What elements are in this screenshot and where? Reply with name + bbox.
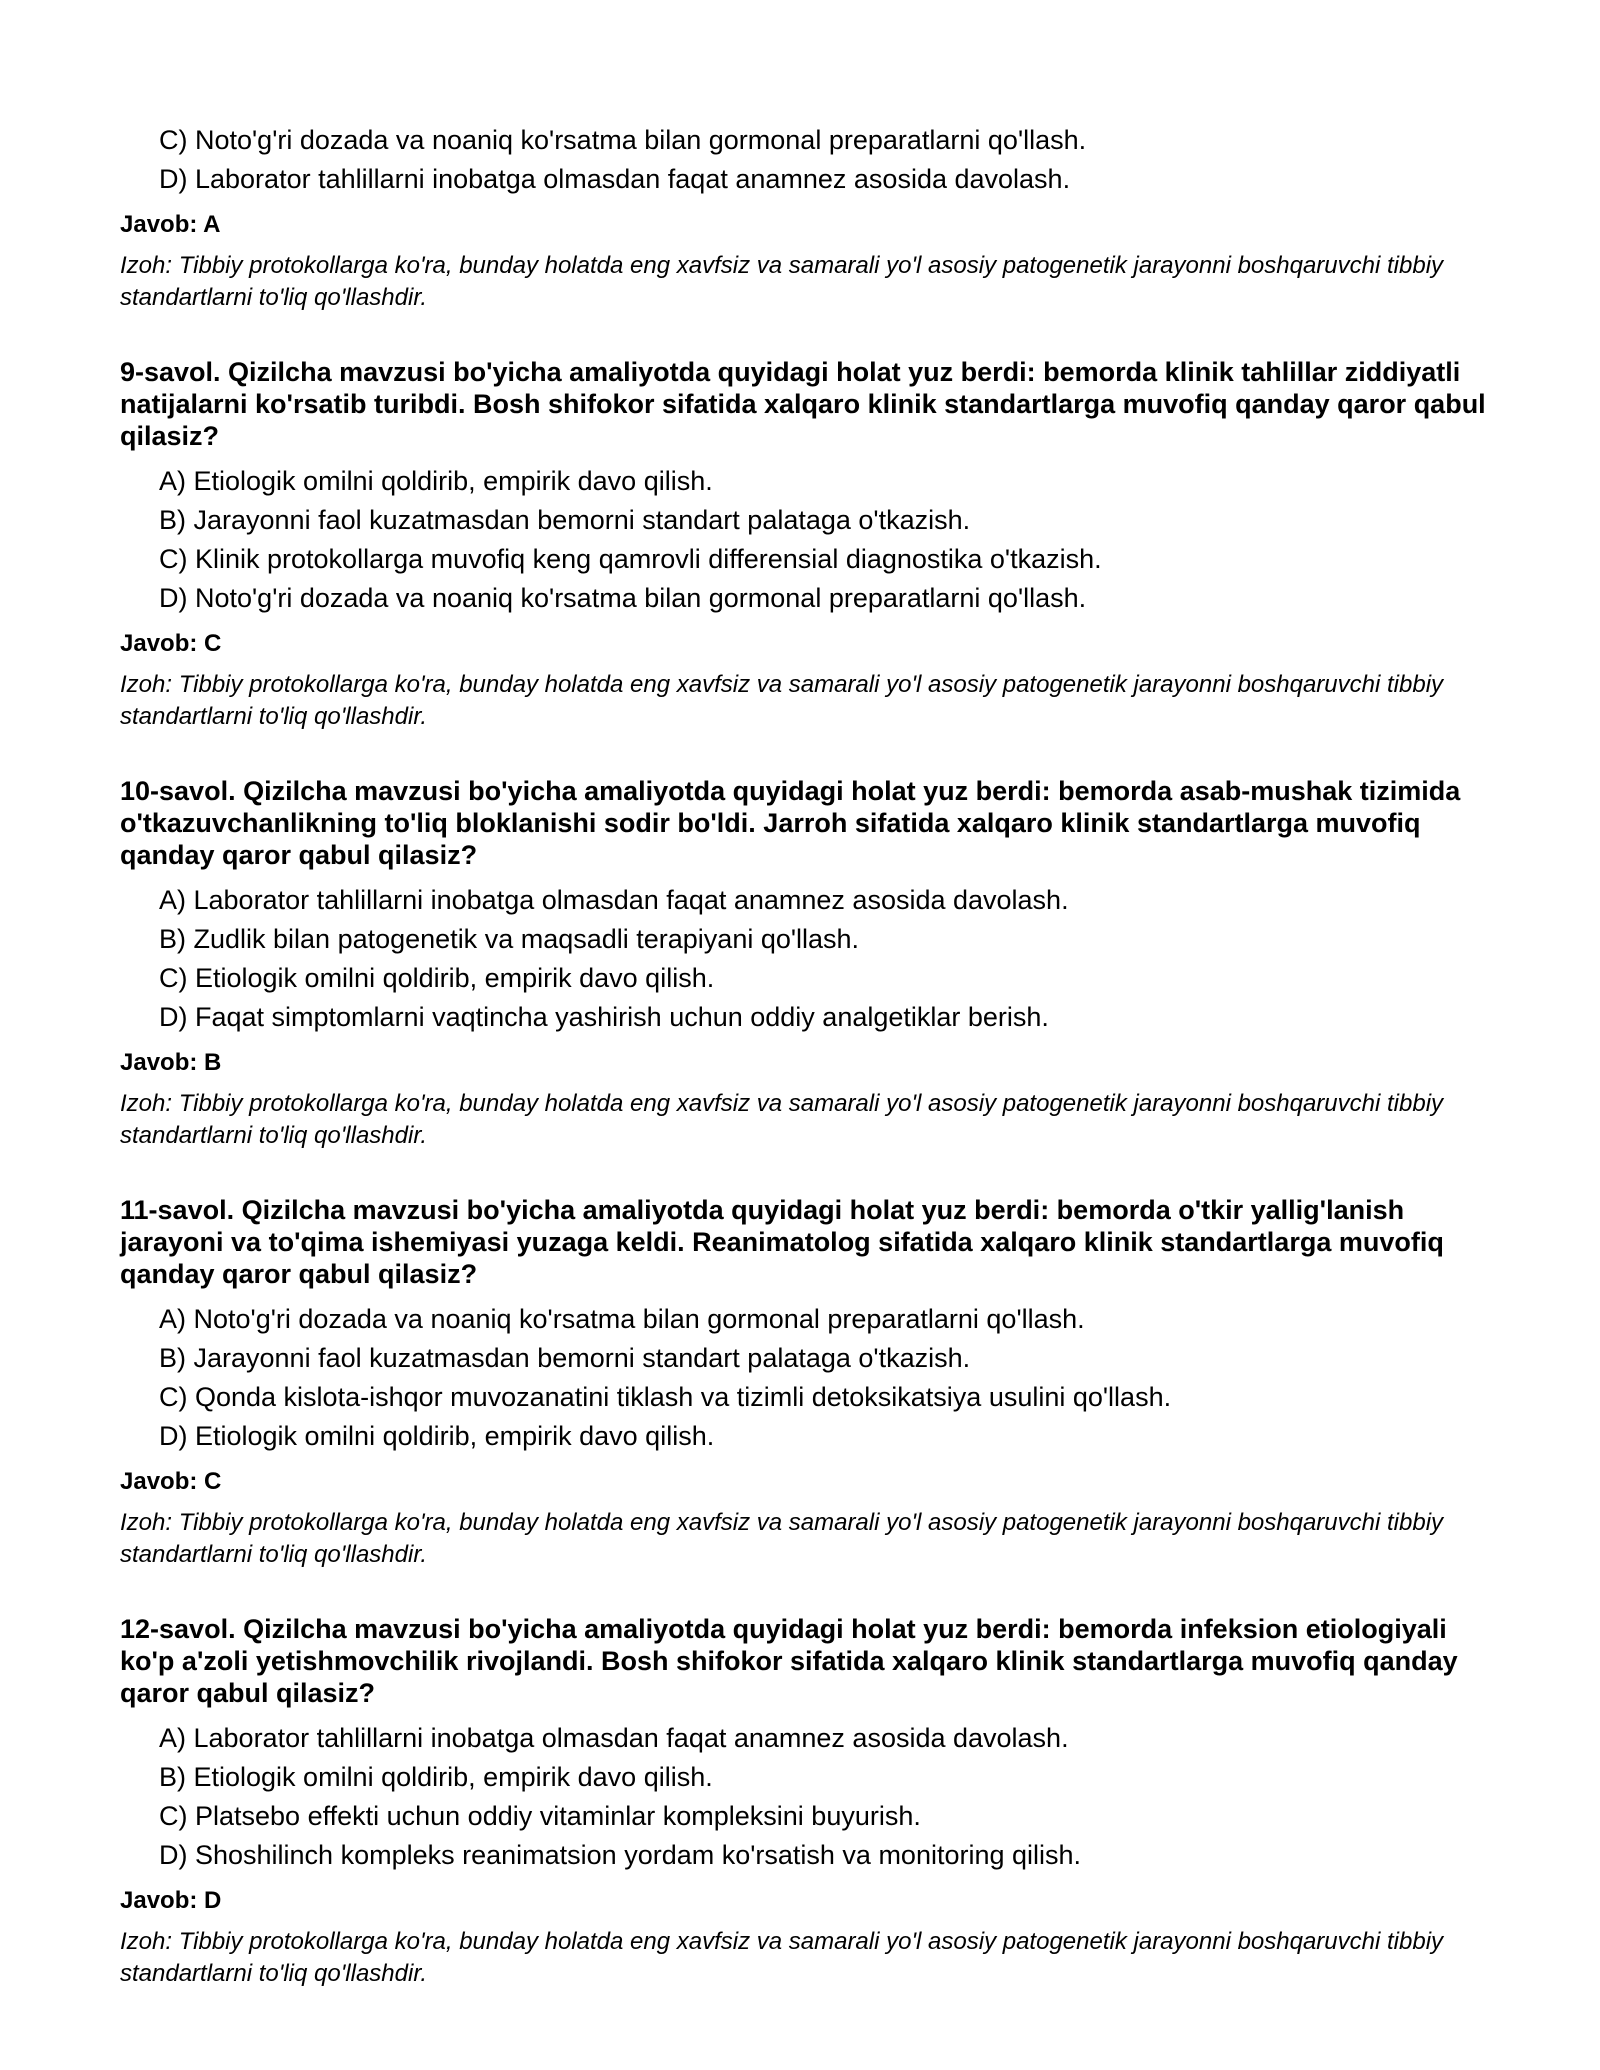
option-d: D) Faqat simptomlarni vaqtincha yashirish uchun oddiy analgetiklar berish. [159, 1002, 1049, 1032]
answer-label: Javob: D [120, 1887, 222, 1914]
option-c: C) Platsebo effekti uchun oddiy vitaminlar kompleksini buyurish. [159, 1801, 921, 1831]
option-a: A) Etiologik omilni qoldirib, empirik davo qilish. [159, 466, 713, 496]
question-12 [120, 1613, 1500, 1990]
option-a: A) Laborator tahlillarni inobatga olmasdan faqat anamnez asosida davolash. [159, 1723, 1069, 1753]
question-9 [120, 356, 1500, 733]
question-text: 11-savol. Qizilcha mavzusi bo'yicha amaliyotda quyidagi holat yuz berdi: bemorda o'tkir yallig'lanish jarayoni va to'qima ishemiyasi yuzaga keldi. Reanimatolog sifatida xalqaro klinik standartlarga muvofiq qanday qaror qabul qilasiz? [120, 1195, 1444, 1289]
answer-label: Javob: C [120, 630, 222, 657]
option-a: A) Laborator tahlillarni inobatga olmasdan faqat anamnez asosida davolash. [159, 885, 1069, 915]
question-11 [120, 1194, 1500, 1571]
option-b: B) Etiologik omilni qoldirib, empirik davo qilish. [159, 1762, 713, 1792]
options-list [120, 462, 1500, 618]
question-text: 12-savol. Qizilcha mavzusi bo'yicha amaliyotda quyidagi holat yuz berdi: bemorda infeksion etiologiyali ko'p a'zoli yetishmovchilik rivojlandi. Bosh shifokor sifatida xalqaro klinik standartlarga muvofiq qanday qaror qabul qilasiz? [120, 1614, 1458, 1708]
option-b: B) Jarayonni faol kuzatmasdan bemorni standart palataga o'tkazish. [159, 1343, 971, 1373]
option-c: C) Noto'g'ri dozada va noaniq ko'rsatma bilan gormonal preparatlarni qo'llash. [159, 125, 1087, 155]
document-page [120, 121, 1500, 1990]
explanation-note: Izoh: Tibbiy protokollarga ko'ra, bunday holatda eng xavfsiz va samarali yo'l asosiy patogenetik jarayonni boshqaruvchi tibbiy standartlarni to'liq qo'llashdir. [120, 252, 1444, 311]
question-text: 10-savol. Qizilcha mavzusi bo'yicha amaliyotda quyidagi holat yuz berdi: bemorda asab-mushak tizimida o'tkazuvchanlikning to'liq bloklanishi sodir bo'ldi. Jarroh sifatida xalqaro klinik standartlarga muvofiq qanday qaror qabul qilasiz? [120, 776, 1461, 870]
option-c: C) Etiologik omilni qoldirib, empirik davo qilish. [159, 963, 715, 993]
question-8-continued [120, 121, 1500, 314]
option-a: A) Noto'g'ri dozada va noaniq ko'rsatma bilan gormonal preparatlarni qo'llash. [159, 1304, 1085, 1334]
explanation-note: Izoh: Tibbiy protokollarga ko'ra, bunday holatda eng xavfsiz va samarali yo'l asosiy patogenetik jarayonni boshqaruvchi tibbiy standartlarni to'liq qo'llashdir. [120, 1090, 1444, 1149]
question-10 [120, 775, 1500, 1152]
options-list [120, 881, 1500, 1037]
option-c: C) Klinik protokollarga muvofiq keng qamrovli differensial diagnostika o'tkazish. [159, 544, 1102, 574]
option-d: D) Shoshilinch kompleks reanimatsion yordam ko'rsatish va monitoring qilish. [159, 1840, 1082, 1870]
question-text: 9-savol. Qizilcha mavzusi bo'yicha amaliyotda quyidagi holat yuz berdi: bemorda klinik tahlillar ziddiyatli natijalarni ko'rsatib turibdi. Bosh shifokor sifatida xalqaro klinik standartlarga muvofiq qanday qaror qabul qilasiz? [120, 357, 1486, 451]
option-d: D) Noto'g'ri dozada va noaniq ko'rsatma bilan gormonal preparatlarni qo'llash. [159, 583, 1087, 613]
options-list [120, 121, 1500, 199]
options-list [120, 1719, 1500, 1875]
options-list [120, 1300, 1500, 1456]
answer-label: Javob: A [120, 211, 221, 238]
answer-label: Javob: C [120, 1468, 222, 1495]
option-b: B) Zudlik bilan patogenetik va maqsadli terapiyani qo'llash. [159, 924, 860, 954]
option-d: D) Laborator tahlillarni inobatga olmasdan faqat anamnez asosida davolash. [159, 164, 1071, 194]
option-b: B) Jarayonni faol kuzatmasdan bemorni standart palataga o'tkazish. [159, 505, 971, 535]
option-c: C) Qonda kislota-ishqor muvozanatini tiklash va tizimli detoksikatsiya usulini qo'llash. [159, 1382, 1172, 1412]
explanation-note: Izoh: Tibbiy protokollarga ko'ra, bunday holatda eng xavfsiz va samarali yo'l asosiy patogenetik jarayonni boshqaruvchi tibbiy standartlarni to'liq qo'llashdir. [120, 1509, 1444, 1568]
answer-label: Javob: B [120, 1049, 222, 1076]
explanation-note: Izoh: Tibbiy protokollarga ko'ra, bunday holatda eng xavfsiz va samarali yo'l asosiy patogenetik jarayonni boshqaruvchi tibbiy standartlarni to'liq qo'llashdir. [120, 1928, 1444, 1987]
option-d: D) Etiologik omilni qoldirib, empirik davo qilish. [159, 1421, 715, 1451]
explanation-note: Izoh: Tibbiy protokollarga ko'ra, bunday holatda eng xavfsiz va samarali yo'l asosiy patogenetik jarayonni boshqaruvchi tibbiy standartlarni to'liq qo'llashdir. [120, 671, 1444, 730]
